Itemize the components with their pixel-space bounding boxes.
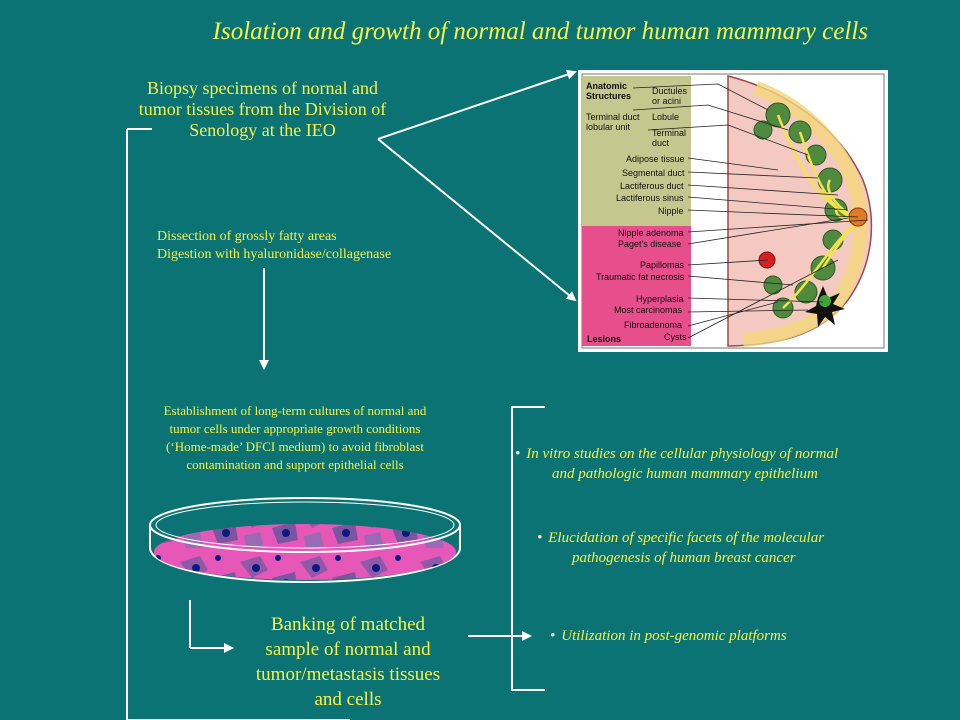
arrow-to-figure-bottom — [378, 139, 575, 300]
banking-line: tumor/metastasis tissues — [255, 664, 441, 685]
label-lactiferous-duct: Lactiferous duct — [620, 181, 684, 191]
establishment-line: tumor cells under appropriate growth conditions — [169, 421, 421, 436]
banking-line: sample of normal and — [265, 639, 431, 660]
dissection-line: Dissection of grossly fatty areas — [157, 229, 337, 244]
label-lactiferous-sinus: Lactiferous sinus — [616, 193, 684, 203]
lesion-label: Paget's disease — [618, 239, 682, 249]
right-bracket — [512, 407, 545, 690]
biopsy-line: tumor tissues from the Division of — [138, 99, 387, 119]
petri-dish — [150, 498, 460, 582]
label-terminal-duct: Terminal duct — [652, 128, 687, 148]
lesion-label: Traumatic fat necrosis — [596, 272, 685, 282]
bullet-text: In vitro studies on the cellular physiology of normal — [526, 446, 839, 462]
establishment-line: contamination and support epithelial cells — [186, 457, 404, 472]
bullet-icon: • — [515, 446, 521, 462]
establishment-line: Establishment of long-term cultures of normal and — [163, 403, 427, 418]
establishment-line: (‘Home-made’ DFCI medium) to avoid fibroblast — [166, 439, 424, 454]
lesion-label: Hyperplasia — [636, 294, 684, 304]
label-terminal-duct-lobular-unit: Terminal duct lobular unit — [586, 112, 640, 132]
biopsy-line: Biopsy specimens of nornal and — [147, 78, 378, 98]
lesions-header: Lesions — [587, 334, 622, 344]
structures-header: Anatomic Structures — [586, 81, 632, 101]
bullet-text: Elucidation of specific facets of the molecular — [548, 530, 825, 546]
lesion-label: Papillomas — [640, 260, 685, 270]
lesion-label: Most carcinomas — [614, 305, 683, 315]
bullet-text: Utilization in post-genomic platforms — [561, 628, 787, 644]
bullet-icon: • — [550, 628, 556, 644]
label-ductules: Ductules or acini — [652, 86, 688, 106]
lesion-label: Cysts — [664, 332, 687, 342]
bullet-text: pathogenesis of human breast cancer — [572, 550, 796, 566]
label-nipple: Nipple — [658, 206, 684, 216]
banking-line: and cells — [314, 689, 382, 710]
biopsy-line: Senology at the IEO — [189, 120, 336, 140]
bullet-icon: • — [537, 530, 543, 546]
bullet-text: and pathologic human mammary epithelium — [552, 466, 818, 482]
lesion-label: Nipple adenoma — [618, 228, 684, 238]
banking-line: Banking of matched — [270, 614, 426, 635]
dissection-line: Digestion with hyaluronidase/collagenase — [157, 247, 392, 262]
arrow-to-figure-top — [378, 72, 575, 139]
label-segmental-duct: Segmental duct — [622, 168, 685, 178]
slide-title: Isolation and growth of normal and tumor human mammary cells — [212, 18, 868, 45]
flow-lines — [127, 72, 575, 720]
lesion-label: Fibroadenoma — [624, 320, 683, 330]
label-lobule: Lobule — [652, 112, 680, 122]
label-adipose-tissue: Adipose tissue — [626, 154, 685, 164]
